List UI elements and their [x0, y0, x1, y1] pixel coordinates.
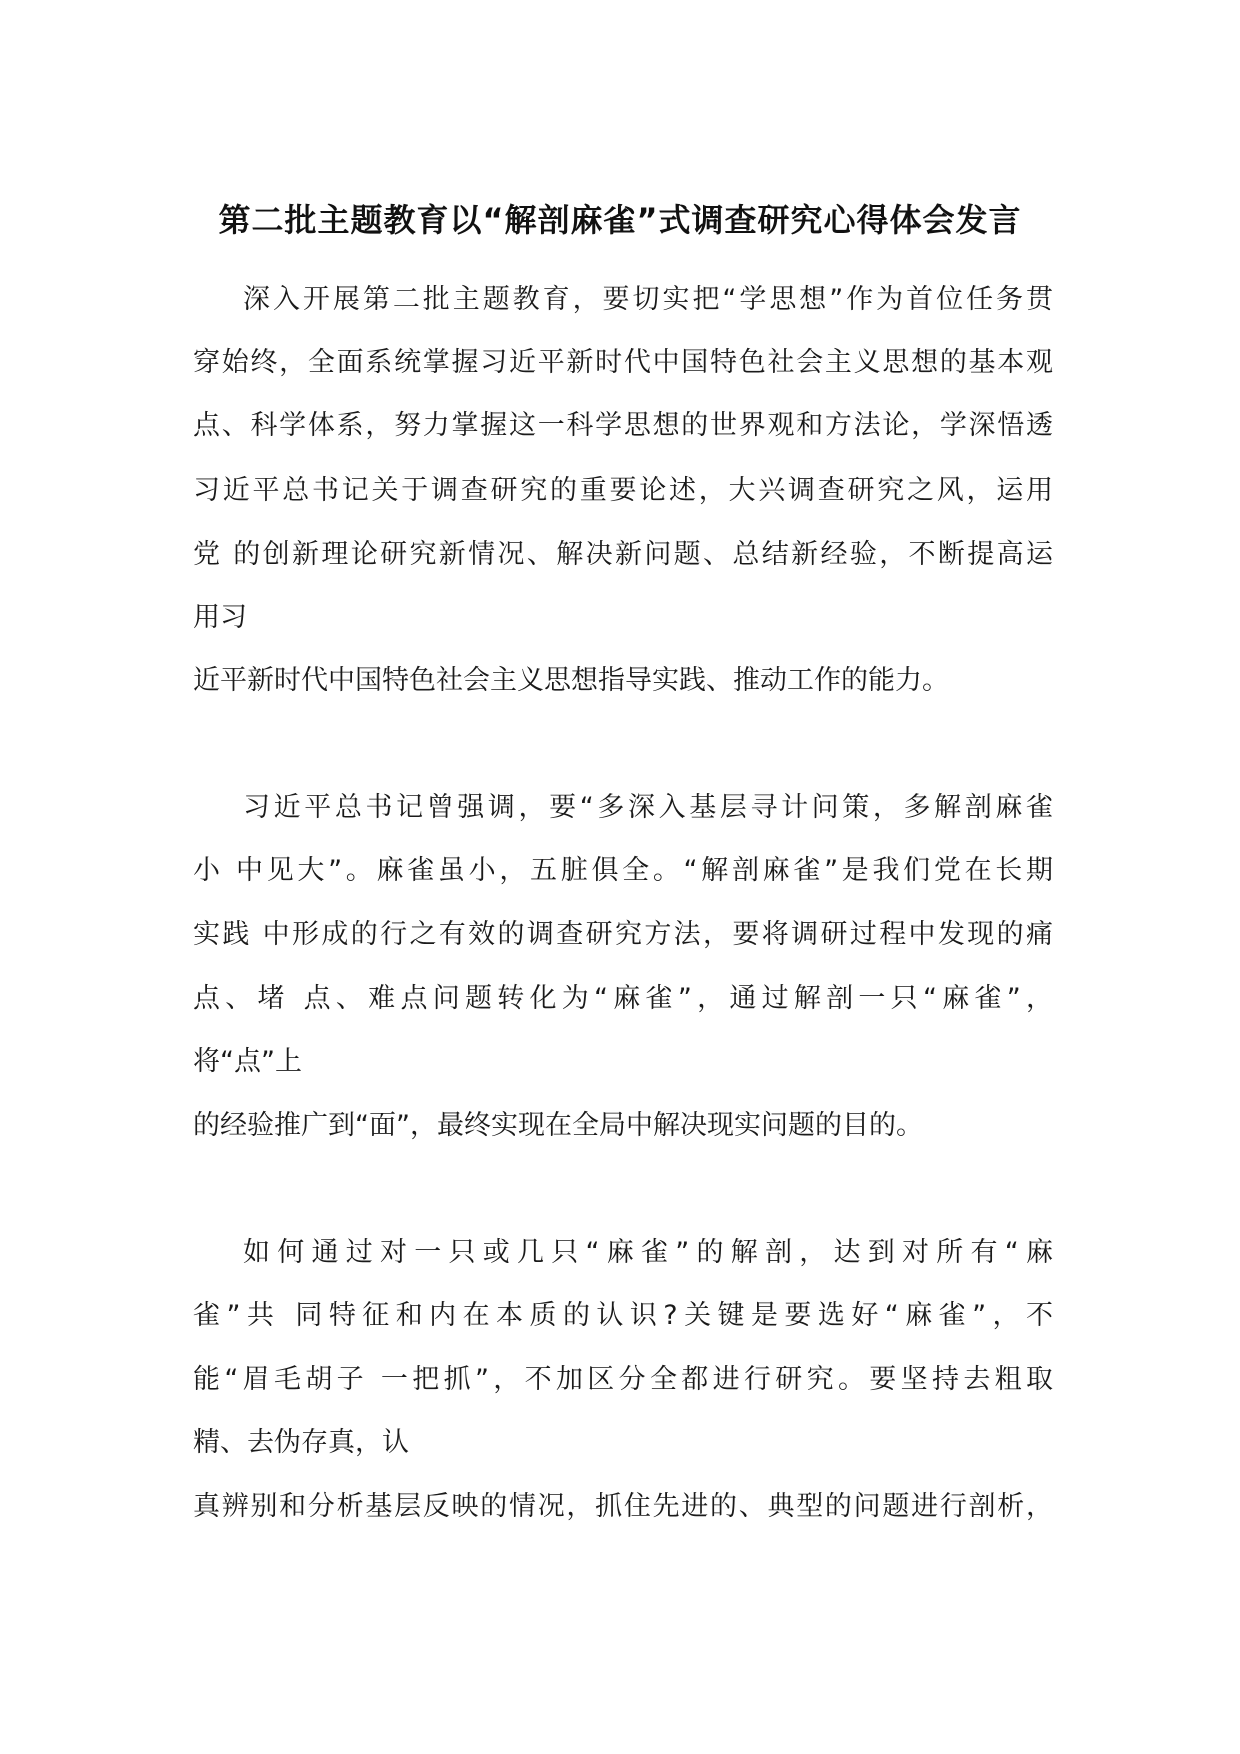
paragraph-line: 点、科学体系，努力掌握这一科学思想的世界观和方法论，学深悟透	[193, 410, 1053, 441]
paragraph-line: 点、堵 点、难点问题转化为“麻雀”，通过解剖一只“麻雀”，	[193, 983, 1053, 1014]
paragraph-line: 小 中见大”。麻雀虽小，五脏俱全。“解剖麻雀”是我们党在长期	[193, 855, 1053, 886]
paragraph-line: 雀”共 同特征和内在本质的认识?关键是要选好“麻雀”，不	[193, 1300, 1053, 1331]
paragraph-line: 将“点”上	[193, 1046, 302, 1077]
paragraph-line: 真辨别和分析基层反映的情况，抓住先进的、典型的问题进行剖析，	[193, 1491, 1053, 1522]
paragraph-line: 如何通过对一只或几只“麻雀”的解剖，达到对所有“麻	[243, 1237, 1053, 1268]
paragraph-line: 实践 中形成的行之有效的调查研究方法，要将调研过程中发现的痛	[193, 919, 1053, 950]
paragraph-line: 用习	[193, 602, 247, 633]
document-title: 第二批主题教育以“解剖麻雀”式调查研究心得体会发言	[218, 201, 1022, 239]
paragraph-line: 习近平总书记关于调查研究的重要论述，大兴调查研究之风，运用	[193, 475, 1053, 506]
paragraph-line: 能“眉毛胡子 一把抓”，不加区分全都进行研究。要坚持去粗取	[193, 1364, 1053, 1395]
paragraph-line: 穿始终，全面系统掌握习近平新时代中国特色社会主义思想的基本观	[193, 347, 1053, 378]
paragraph-line: 习近平总书记曾强调，要“多深入基层寻计问策，多解剖麻雀	[243, 792, 1053, 823]
paragraph-line: 深入开展第二批主题教育，要切实把“学思想”作为首位任务贯	[243, 284, 1053, 315]
paragraph-line: 的经验推广到“面”，最终实现在全局中解决现实问题的目的。	[193, 1110, 923, 1141]
paragraph-line: 近平新时代中国特色社会主义思想指导实践、推动工作的能力。	[193, 665, 949, 696]
paragraph-line: 精、去伪存真，认	[193, 1427, 409, 1458]
paragraph-line: 党 的创新理论研究新情况、解决新问题、总结新经验，不断提高运	[193, 539, 1053, 570]
